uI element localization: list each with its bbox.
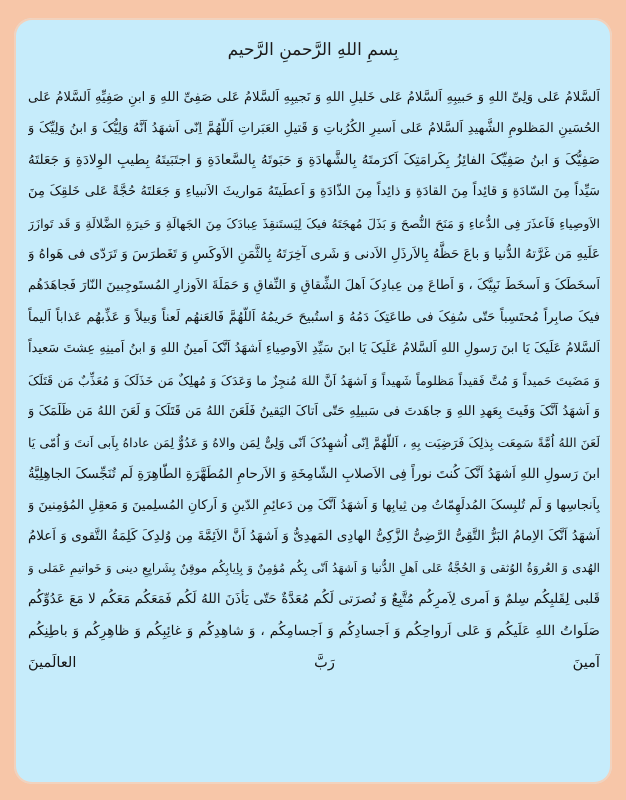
text-line: صَلَواتُ اللهِ عَلَیکُم وَ عَلی اَرواحِکُم وَ اَجسادِکُم وَ اَجسامِکُم ، وَ شاهِدِکُم وَ غائِبِکُم وَ ظاهِرِکُم وَ باطِنِکُم bbox=[28, 622, 600, 639]
text-line: آمینَ رَبَّ العالَمینَ bbox=[28, 654, 600, 672]
text-line: قَلبی لِقَلبِکُم سِلمٌ وَ اَمری لِاَمرِکُم مُتَّبِعٌ وَ نُصرَتی لَکُم مُعَدَّةٌ حَتّی یَأذَنَ اللهُ لَکُم فَمَعَکُم مَعَکُم لا مَعَ عَدُوِّکُم bbox=[28, 592, 600, 608]
text-line: سَیِّداً مِنَ السّادَةِ وَ قائِداً مِنَ القادَةِ وَ ذائِداً مِنَ الذّادَةِ وَ اَعطَیتَهُ مَواریثَ الاَنبیاءِ وَ جَعَلتَهُ حُجَّةً عَلی خَلقِکَ مِنَ bbox=[28, 184, 600, 200]
prayer-text bbox=[28, 82, 600, 710]
text-line: الاَوصِیاءِ فَاَعذَرَ فِی الدُّعاءِ وَ مَنَحَ النُّصحَ وَ بَذَلَ مُهجَتَهُ فیکَ لِیَستَنقِذَ عِبادَکَ مِنَ الجَهالَةِ وَ حَیرَةِ الضَّلالَةِ وَ قَد تَوازَرَ bbox=[28, 215, 600, 231]
closing-line bbox=[28, 678, 600, 709]
text-line: لَعَنَ اللهُ اُمَّةً سَمِعَت بِذلِکَ فَرَضِیَت بِهِ ، اَللّهُمَّ اِنّی اُشهِدُکَ اَنّی وَلِیٌّ لِمَن والاهُ وَ عَدُوٌّ لِمَن عاداهُ بِاَبی اَنتَ وَ اُمّی یَا bbox=[28, 435, 600, 451]
text-line: اَلسَّلامُ عَلَیکَ یَا ابنَ رَسولِ اللهِ اَلسَّلامُ عَلَیکَ یَا ابنَ سَیِّدِ الاَوصِیاءِ اَشهَدُ اَنَّکَ اَمینُ اللهِ وَ ابنُ اَمینِهِ عِشتَ سَعیداً bbox=[28, 341, 600, 357]
text-line: اَلسَّلامُ عَلی وَلِیِّ اللهِ وَ حَبیبِهِ اَلسَّلامُ عَلی خَلیلِ اللهِ وَ نَجیبِهِ اَلسَّلامُ عَلی صَفِیِّ اللهِ وَ ابنِ صَفِیِّهِ اَلسَّلامُ عَلی bbox=[28, 90, 600, 105]
text-line: بِاَنجاسِها وَ لَم تُلبِسکَ المُدلَهِمّاتُ مِن ثِیابِها وَ اَشهَدُ اَنَّکَ مِن دَعائِمِ الدّینِ وَ اَرکانِ المُسلِمینَ وَ مَعقِلِ المُؤمِنینَ وَ bbox=[28, 498, 600, 514]
text-line: عَلَیهِ مَن غَرَّتهُ الدُّنیا وَ باعَ حَظَّهُ بِالاَرذَلِ الاَدنی وَ شَری آخِرَتَهُ بِالثَّمَنِ الاَوکَسِ وَ تَغَطرَسَ وَ تَرَدّی فی هَواهُ وَ bbox=[28, 246, 600, 262]
text-line: وَ اَشهَدُ اَنَّکَ وَفَیتَ بِعَهدِ اللهِ وَ جاهَدتَ فی سَبیلِهِ حَتّی اَتاکَ الیَقینُ فَلَعَنَ اللهُ مَن قَتَلَکَ وَ لَعَنَ اللهُ مَن ظَلَمَکَ وَ bbox=[28, 403, 600, 419]
text-line: صَفِیُّکَ وَ ابنُ صَفِیِّکَ الفائِزُ بِکَرامَتِکَ اَکرَمتَهُ بِالشَّهادَةِ وَ حَبَوتَهُ بِالسَّعادَةِ وَ اجتَبَیتَهُ بِطیبِ الوِلادَةِ وَ جَعَلتَهُ bbox=[28, 151, 600, 168]
text-line: فیکَ صابِراً مُحتَسِباً حَتّی سُفِکَ فی طاعَتِکَ دَمُهُ وَ استُبیحَ حَریمُهُ اَللّهُمَّ فَالعَنهُم لَعناً وَبیلاً وَ عَذِّبهُم عَذاباً اَلیماً bbox=[28, 309, 600, 325]
text-line: ابنَ رَسولِ اللهِ اَشهَدُ اَنَّکَ کُنتَ نوراً فِی الاَصلابِ الشّامِخَةِ وَ الاَرحامِ المُطَهَّرَةِ الطّاهِرَةِ لَم تُنَجِّسکَ الجاهِلِیَّةُ bbox=[28, 466, 600, 482]
text-line: اَسخَطَکَ وَ اَسخَطَ نَبِیَّکَ ، وَ اَطاعَ مِن عِبادِکَ اَهلَ الشِّقاقِ وَ النِّفاقِ وَ حَمَلَةَ الاَوزارِ المُستَوجِبینَ النّارَ فَجاهَدَهُم bbox=[28, 278, 600, 294]
text-line: وَ مَضَیتَ حَمیداً وَ مُتَّ فَقیداً مَظلوماً شَهیداً وَ اَشهَدُ اَنَّ اللهَ مُنجِزٌ ما وَعَدَکَ وَ مُهلِکٌ مَن خَذَلَکَ وَ مُعَذِّبٌ مَن قَتَلَکَ bbox=[28, 372, 600, 388]
text-card bbox=[14, 18, 612, 784]
text-line: الهُدی وَ العُروَةُ الوُثقی وَ الحُجَّةُ عَلی اَهلِ الدُّنیا وَ اَشهَدُ اَنّی بِکُم مُؤمِنٌ وَ بِاِیابِکُم موقِنٌ بِشَرایِعِ دینی وَ خَواتیمِ عَمَلی وَ bbox=[28, 560, 600, 575]
text-line: اَشهَدُ اَنَّکَ الاِمامُ البَرُّ التَّقِیُّ الرَّضِیُّ الزَّکِیُّ الهادِی المَهدِیُّ وَ اَشهَدُ اَنَّ الاَئِمَّةَ مِن وُلدِکَ کَلِمَةُ التَّقوی وَ اَعلامُ bbox=[28, 529, 600, 545]
basmala-heading: بِسمِ اللهِ الرَّحمنِ الرَّحیم bbox=[227, 40, 399, 60]
text-line: الحُسَینِ المَظلومِ الشَّهیدِ اَلسَّلامُ عَلی اَسیرِ الکُرُباتِ وَ قَتیلِ العَبَراتِ اَللّهُمَّ اِنّی اَشهَدُ اَنَّهُ وَلِیُّکَ وَ ابنُ وَلِیِّکَ وَ bbox=[28, 121, 600, 137]
